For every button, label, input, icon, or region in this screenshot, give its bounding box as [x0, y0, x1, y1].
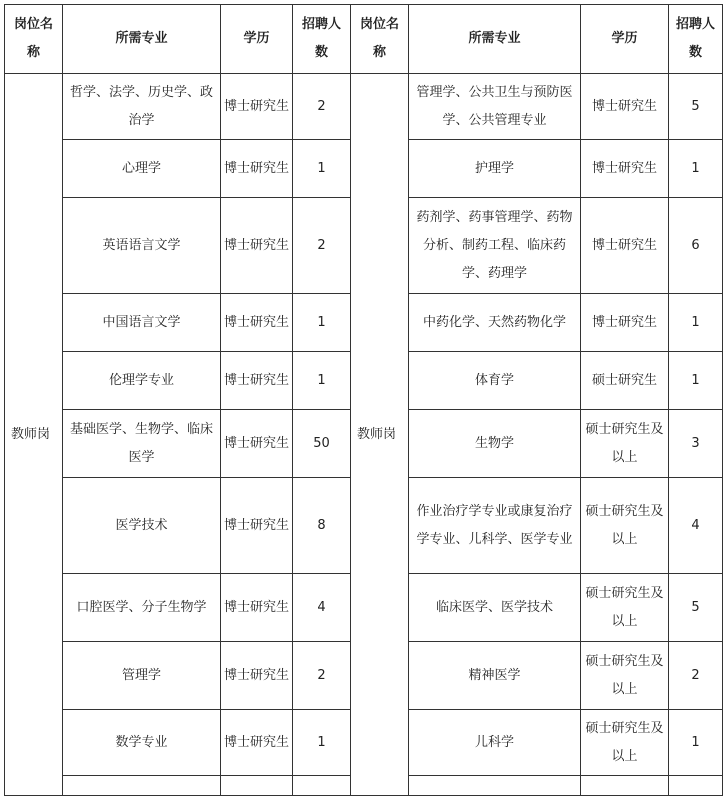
header-count: 招聘人数 — [293, 5, 351, 74]
degree-cell: 硕士研究生及以上 — [581, 642, 669, 710]
major-cell: 英语语言文学 — [63, 198, 221, 294]
post-name-cell: 教师岗 — [5, 74, 63, 796]
count-cell: 2 — [293, 642, 351, 710]
degree-cell: 博士研究生 — [221, 352, 293, 410]
count-cell: 3 — [669, 410, 723, 478]
major-cell: 中国语言文学 — [63, 294, 221, 352]
header-post: 岗位名称 — [5, 5, 63, 74]
degree-cell: 博士研究生 — [221, 574, 293, 642]
count-cell: 1 — [293, 140, 351, 198]
count-cell: 5 — [669, 74, 723, 140]
post-name-cell: 教师岗 — [351, 74, 409, 796]
major-cell: 作业治疗学专业或康复治疗学专业、儿科学、医学专业 — [409, 478, 581, 574]
degree-cell: 博士研究生 — [581, 198, 669, 294]
empty-cell — [63, 776, 221, 796]
degree-cell: 硕士研究生及以上 — [581, 410, 669, 478]
degree-cell: 博士研究生 — [221, 478, 293, 574]
degree-cell: 博士研究生 — [221, 74, 293, 140]
count-cell: 4 — [669, 478, 723, 574]
major-cell: 心理学 — [63, 140, 221, 198]
count-cell: 2 — [293, 74, 351, 140]
count-cell: 4 — [293, 574, 351, 642]
header-major: 所需专业 — [409, 5, 581, 74]
table-row — [5, 74, 723, 140]
major-cell: 伦理学专业 — [63, 352, 221, 410]
count-cell: 1 — [293, 294, 351, 352]
major-cell: 精神医学 — [409, 642, 581, 710]
major-cell: 医学技术 — [63, 478, 221, 574]
count-cell: 8 — [293, 478, 351, 574]
count-cell: 50 — [293, 410, 351, 478]
empty-cell — [409, 776, 581, 796]
major-cell: 护理学 — [409, 140, 581, 198]
degree-cell: 博士研究生 — [221, 410, 293, 478]
empty-cell — [293, 776, 351, 796]
count-cell: 6 — [669, 198, 723, 294]
major-cell: 基础医学、生物学、临床医学 — [63, 410, 221, 478]
empty-cell — [221, 776, 293, 796]
count-cell: 1 — [293, 710, 351, 776]
header-post: 岗位名称 — [351, 5, 409, 74]
degree-cell: 博士研究生 — [581, 74, 669, 140]
major-cell: 数学专业 — [63, 710, 221, 776]
header-degree: 学历 — [221, 5, 293, 74]
degree-cell: 硕士研究生及以上 — [581, 478, 669, 574]
major-cell: 生物学 — [409, 410, 581, 478]
degree-cell: 硕士研究生及以上 — [581, 710, 669, 776]
empty-cell — [669, 776, 723, 796]
major-cell: 口腔医学、分子生物学 — [63, 574, 221, 642]
header-degree: 学历 — [581, 5, 669, 74]
major-cell: 哲学、法学、历史学、政治学 — [63, 74, 221, 140]
major-cell: 儿科学 — [409, 710, 581, 776]
major-cell: 管理学、公共卫生与预防医学、公共管理专业 — [409, 74, 581, 140]
major-cell: 管理学 — [63, 642, 221, 710]
degree-cell: 博士研究生 — [221, 642, 293, 710]
count-cell: 5 — [669, 574, 723, 642]
degree-cell: 硕士研究生及以上 — [581, 574, 669, 642]
header-major: 所需专业 — [63, 5, 221, 74]
degree-cell: 硕士研究生 — [581, 352, 669, 410]
header-row — [5, 5, 723, 74]
count-cell: 2 — [293, 198, 351, 294]
degree-cell: 博士研究生 — [581, 294, 669, 352]
count-cell: 2 — [669, 642, 723, 710]
header-count: 招聘人数 — [669, 5, 723, 74]
major-cell: 中药化学、天然药物化学 — [409, 294, 581, 352]
count-cell: 1 — [669, 294, 723, 352]
degree-cell: 博士研究生 — [221, 198, 293, 294]
degree-cell: 博士研究生 — [581, 140, 669, 198]
degree-cell: 博士研究生 — [221, 710, 293, 776]
major-cell: 临床医学、医学技术 — [409, 574, 581, 642]
degree-cell: 博士研究生 — [221, 140, 293, 198]
major-cell: 药剂学、药事管理学、药物分析、制药工程、临床药学、药理学 — [409, 198, 581, 294]
count-cell: 1 — [669, 140, 723, 198]
major-cell: 体育学 — [409, 352, 581, 410]
degree-cell: 博士研究生 — [221, 294, 293, 352]
empty-cell — [581, 776, 669, 796]
count-cell: 1 — [669, 710, 723, 776]
count-cell: 1 — [293, 352, 351, 410]
count-cell: 1 — [669, 352, 723, 410]
recruitment-table — [4, 4, 723, 796]
